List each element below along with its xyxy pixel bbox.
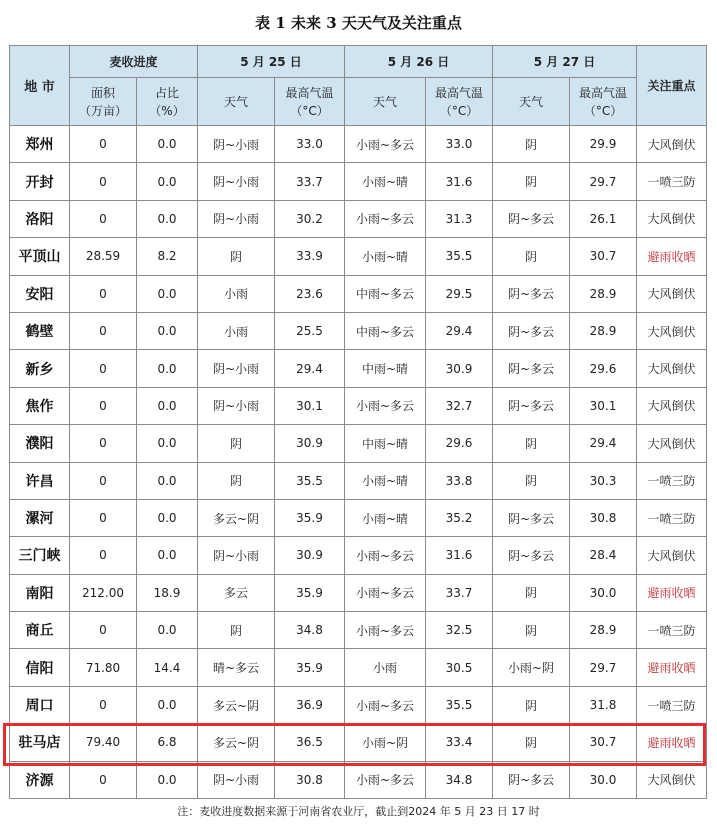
tmax-day1-cell: 35.5 [275,462,345,499]
city-cell: 鹤壁 [10,312,70,349]
weather-day2-cell: 小雨~多云 [345,200,426,237]
tmax-day1-cell: 36.9 [275,686,345,723]
area-cell: 0 [70,425,137,462]
city-cell: 许昌 [10,462,70,499]
area-cell: 0 [70,499,137,536]
header-weather-2: 天气 [345,78,426,126]
table-row [10,200,707,237]
tmax-day3-cell: 26.1 [570,200,637,237]
tmax-day2-cell: 29.4 [426,312,493,349]
weather-day1-cell: 阴 [198,238,275,275]
tmax-day3-cell: 29.7 [570,163,637,200]
weather-day3-cell: 阴 [493,238,570,275]
tmax-day1-cell: 33.9 [275,238,345,275]
ratio-cell: 0.0 [137,462,198,499]
ratio-cell: 14.4 [137,649,198,686]
tmax-day3-cell: 29.9 [570,126,637,163]
tmax-day3-cell: 29.6 [570,350,637,387]
area-cell: 0 [70,612,137,649]
table-title: 表 1 未来 3 天天气及关注重点 [255,14,462,32]
weather-day3-cell: 小雨~阴 [493,649,570,686]
weather-day2-cell: 小雨~多云 [345,761,426,798]
tmax-day3-cell: 29.4 [570,425,637,462]
tmax-day2-cell: 29.6 [426,425,493,462]
weather-day2-cell: 中雨~多云 [345,275,426,312]
weather-day3-cell: 阴 [493,163,570,200]
tmax-day2-cell: 34.8 [426,761,493,798]
focus-cell: 大风倒伏 [637,537,707,574]
header-day-3: 5 月 27 日 [493,46,637,78]
tmax-day2-cell: 31.6 [426,537,493,574]
table-row [10,537,707,574]
weather-day1-cell: 小雨 [198,275,275,312]
tmax-day1-cell: 29.4 [275,350,345,387]
weather-day3-cell: 阴~多云 [493,761,570,798]
weather-day2-cell: 小雨~多云 [345,537,426,574]
weather-day1-cell: 阴 [198,462,275,499]
tmax-day1-cell: 35.9 [275,649,345,686]
tmax-day3-cell: 30.7 [570,724,637,761]
area-cell: 0 [70,387,137,424]
focus-cell: 一喷三防 [637,686,707,723]
city-cell: 焦作 [10,387,70,424]
focus-cell: 避雨收晒 [637,574,707,611]
focus-cell: 避雨收晒 [637,724,707,761]
focus-cell: 避雨收晒 [637,238,707,275]
city-cell: 新乡 [10,350,70,387]
weather-day2-cell: 小雨 [345,649,426,686]
area-cell: 0 [70,761,137,798]
weather-day1-cell: 多云 [198,574,275,611]
footnote: 注：麦收进度数据来源于河南省农业厅，截止到2024 年 5 月 23 日 17 时 [177,805,540,818]
tmax-day1-cell: 25.5 [275,312,345,349]
ratio-cell: 0.0 [137,425,198,462]
tmax-day2-cell: 33.0 [426,126,493,163]
tmax-day1-cell: 30.9 [275,537,345,574]
weather-day3-cell: 阴~多云 [493,387,570,424]
ratio-cell: 6.8 [137,724,198,761]
focus-cell: 大风倒伏 [637,761,707,798]
weather-day1-cell: 小雨 [198,312,275,349]
table-row [10,686,707,723]
weather-day3-cell: 阴~多云 [493,499,570,536]
table-row [10,238,707,275]
city-cell: 洛阳 [10,200,70,237]
city-cell: 驻马店 [10,724,70,761]
table-row [10,724,707,761]
area-cell: 0 [70,275,137,312]
weather-day1-cell: 多云~阴 [198,686,275,723]
ratio-cell: 0.0 [137,387,198,424]
tmax-day3-cell: 28.9 [570,312,637,349]
weather-day2-cell: 小雨~晴 [345,499,426,536]
table-row [10,649,707,686]
tmax-day2-cell: 31.3 [426,200,493,237]
area-cell: 0 [70,462,137,499]
header-tmax-2: 最高气温 （°C） [426,78,493,126]
city-cell: 商丘 [10,612,70,649]
ratio-cell: 0.0 [137,537,198,574]
tmax-day2-cell: 35.2 [426,499,493,536]
area-cell: 79.40 [70,724,137,761]
focus-cell: 大风倒伏 [637,200,707,237]
header-tmax-1: 最高气温 （°C） [275,78,345,126]
tmax-day2-cell: 29.5 [426,275,493,312]
weather-day3-cell: 阴 [493,425,570,462]
ratio-cell: 18.9 [137,574,198,611]
tmax-day3-cell: 30.0 [570,574,637,611]
ratio-cell: 0.0 [137,499,198,536]
weather-day3-cell: 阴~多云 [493,312,570,349]
city-cell: 郑州 [10,126,70,163]
header-area: 面积 （万亩） [70,78,137,126]
focus-cell: 避雨收晒 [637,649,707,686]
tmax-day2-cell: 33.7 [426,574,493,611]
tmax-day1-cell: 23.6 [275,275,345,312]
table-row [10,761,707,798]
tmax-day3-cell: 28.4 [570,537,637,574]
area-cell: 0 [70,312,137,349]
ratio-cell: 8.2 [137,238,198,275]
city-cell: 三门峡 [10,537,70,574]
tmax-day2-cell: 30.9 [426,350,493,387]
tmax-day2-cell: 35.5 [426,238,493,275]
table-row [10,350,707,387]
tmax-day2-cell: 31.6 [426,163,493,200]
ratio-cell: 0.0 [137,686,198,723]
ratio-cell: 0.0 [137,612,198,649]
header-focus: 关注重点 [637,46,707,126]
weather-day2-cell: 小雨~多云 [345,612,426,649]
header-harvest-progress: 麦收进度 [70,46,198,78]
area-cell: 71.80 [70,649,137,686]
weather-table [9,45,707,799]
city-cell: 信阳 [10,649,70,686]
weather-day2-cell: 小雨~多云 [345,387,426,424]
tmax-day1-cell: 34.8 [275,612,345,649]
city-cell: 南阳 [10,574,70,611]
weather-day2-cell: 小雨~多云 [345,126,426,163]
header-day-1: 5 月 25 日 [198,46,345,78]
table-row [10,126,707,163]
table-row [10,612,707,649]
ratio-cell: 0.0 [137,126,198,163]
weather-day3-cell: 阴~多云 [493,350,570,387]
tmax-day3-cell: 30.1 [570,387,637,424]
weather-day2-cell: 中雨~晴 [345,425,426,462]
tmax-day3-cell: 30.7 [570,238,637,275]
tmax-day1-cell: 33.0 [275,126,345,163]
table-row [10,312,707,349]
weather-day3-cell: 阴 [493,126,570,163]
ratio-cell: 0.0 [137,761,198,798]
tmax-day2-cell: 33.4 [426,724,493,761]
tmax-day1-cell: 30.1 [275,387,345,424]
weather-day3-cell: 阴 [493,574,570,611]
weather-day1-cell: 阴~小雨 [198,163,275,200]
city-cell: 濮阳 [10,425,70,462]
weather-day1-cell: 多云~阴 [198,724,275,761]
weather-day1-cell: 阴 [198,612,275,649]
weather-day3-cell: 阴~多云 [493,537,570,574]
tmax-day2-cell: 32.7 [426,387,493,424]
focus-cell: 大风倒伏 [637,387,707,424]
weather-day1-cell: 阴~小雨 [198,387,275,424]
area-cell: 0 [70,686,137,723]
weather-day3-cell: 阴 [493,724,570,761]
weather-day1-cell: 晴~多云 [198,649,275,686]
tmax-day3-cell: 31.8 [570,686,637,723]
focus-cell: 大风倒伏 [637,350,707,387]
weather-day1-cell: 阴~小雨 [198,537,275,574]
table-row [10,275,707,312]
focus-cell: 一喷三防 [637,462,707,499]
tmax-day1-cell: 30.9 [275,425,345,462]
tmax-day1-cell: 35.9 [275,574,345,611]
weather-day2-cell: 小雨~晴 [345,462,426,499]
city-cell: 济源 [10,761,70,798]
ratio-cell: 0.0 [137,312,198,349]
tmax-day3-cell: 28.9 [570,275,637,312]
weather-day3-cell: 阴 [493,462,570,499]
area-cell: 0 [70,350,137,387]
weather-day2-cell: 小雨~多云 [345,574,426,611]
city-cell: 漯河 [10,499,70,536]
weather-day3-cell: 阴 [493,686,570,723]
focus-cell: 一喷三防 [637,499,707,536]
focus-cell: 一喷三防 [637,163,707,200]
focus-cell: 大风倒伏 [637,425,707,462]
header-weather-3: 天气 [493,78,570,126]
table-row [10,163,707,200]
table-body [10,126,707,799]
weather-day2-cell: 中雨~晴 [345,350,426,387]
tmax-day2-cell: 32.5 [426,612,493,649]
tmax-day3-cell: 30.8 [570,499,637,536]
area-cell: 212.00 [70,574,137,611]
city-cell: 安阳 [10,275,70,312]
weather-day1-cell: 阴~小雨 [198,200,275,237]
weather-day1-cell: 阴~小雨 [198,126,275,163]
header-city: 地 市 [10,46,70,126]
header-weather-1: 天气 [198,78,275,126]
table-row [10,387,707,424]
weather-day2-cell: 小雨~阴 [345,724,426,761]
ratio-cell: 0.0 [137,350,198,387]
tmax-day1-cell: 35.9 [275,499,345,536]
area-cell: 0 [70,126,137,163]
tmax-day2-cell: 30.5 [426,649,493,686]
tmax-day2-cell: 33.8 [426,462,493,499]
weather-day3-cell: 阴~多云 [493,200,570,237]
tmax-day3-cell: 30.0 [570,761,637,798]
area-cell: 28.59 [70,238,137,275]
table-row [10,574,707,611]
weather-day3-cell: 阴~多云 [493,275,570,312]
focus-cell: 大风倒伏 [637,126,707,163]
city-cell: 平顶山 [10,238,70,275]
ratio-cell: 0.0 [137,200,198,237]
header-day-2: 5 月 26 日 [345,46,493,78]
tmax-day1-cell: 30.2 [275,200,345,237]
ratio-cell: 0.0 [137,163,198,200]
weather-day2-cell: 小雨~晴 [345,238,426,275]
tmax-day3-cell: 29.7 [570,649,637,686]
tmax-day1-cell: 36.5 [275,724,345,761]
weather-day2-cell: 小雨~晴 [345,163,426,200]
weather-day1-cell: 多云~阴 [198,499,275,536]
weather-day2-cell: 中雨~多云 [345,312,426,349]
tmax-day1-cell: 33.7 [275,163,345,200]
tmax-day2-cell: 35.5 [426,686,493,723]
weather-day2-cell: 小雨~多云 [345,686,426,723]
weather-day1-cell: 阴 [198,425,275,462]
city-cell: 周口 [10,686,70,723]
focus-cell: 一喷三防 [637,612,707,649]
focus-cell: 大风倒伏 [637,312,707,349]
city-cell: 开封 [10,163,70,200]
header-ratio: 占比 （%） [137,78,198,126]
ratio-cell: 0.0 [137,275,198,312]
table-row [10,499,707,536]
weather-day1-cell: 阴~小雨 [198,761,275,798]
area-cell: 0 [70,537,137,574]
tmax-day1-cell: 30.8 [275,761,345,798]
focus-cell: 大风倒伏 [637,275,707,312]
header-tmax-3: 最高气温 （°C） [570,78,637,126]
area-cell: 0 [70,163,137,200]
weather-day1-cell: 阴~小雨 [198,350,275,387]
weather-day3-cell: 阴 [493,612,570,649]
area-cell: 0 [70,200,137,237]
tmax-day3-cell: 28.9 [570,612,637,649]
tmax-day3-cell: 30.3 [570,462,637,499]
table-row [10,425,707,462]
table-row [10,462,707,499]
